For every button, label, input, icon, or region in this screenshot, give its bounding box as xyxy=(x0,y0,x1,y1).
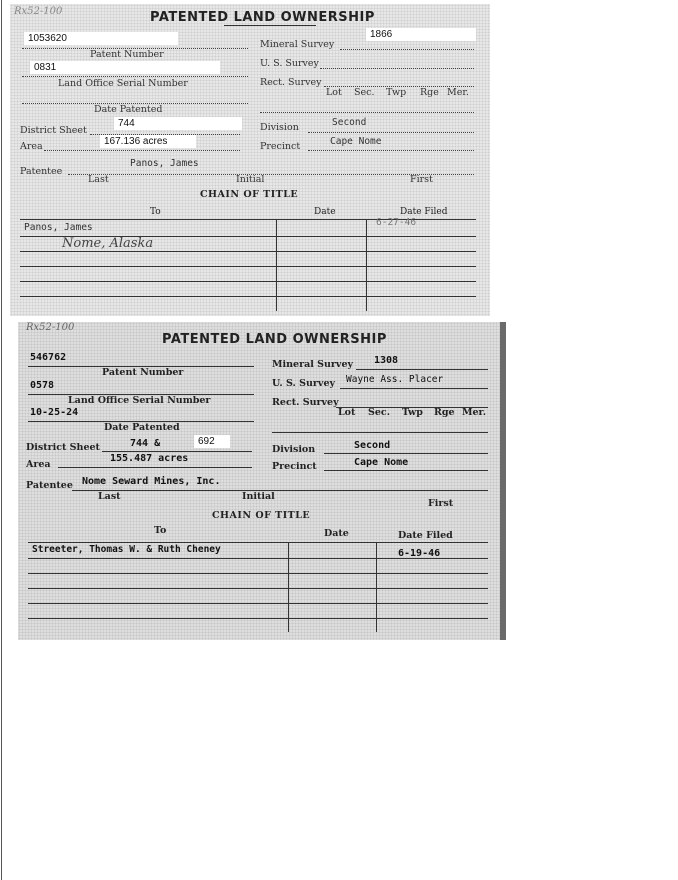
us-survey-label: U. S. Survey xyxy=(260,58,319,69)
table-rule xyxy=(28,603,488,604)
chain-row-1-date-filed: 6-19-46 xyxy=(398,548,441,559)
sec-label: Sec. xyxy=(368,407,390,418)
date-patented-label: Date Patented xyxy=(104,422,180,433)
precinct-label: Precinct xyxy=(260,141,301,152)
patentee-value: Panos, James xyxy=(130,158,199,169)
twp-label: Twp xyxy=(402,407,423,418)
division-value: Second xyxy=(332,117,367,128)
record-card-2 xyxy=(18,322,506,640)
chain-row-1-date-filed: 6-27-46 xyxy=(376,217,417,228)
district-sheet-label: District Sheet xyxy=(26,442,100,453)
rect-survey-label: Rect. Survey xyxy=(272,397,339,408)
first-label: First xyxy=(428,498,454,509)
first-label: First xyxy=(410,174,433,185)
land-office-serial-label: Land Office Serial Number xyxy=(68,395,211,406)
chain-of-title-heading: CHAIN OF TITLE xyxy=(212,510,311,521)
chain-row-1-to: Streeter, Thomas W. & Ruth Cheney xyxy=(32,544,221,555)
table-rule xyxy=(28,618,488,619)
table-rule xyxy=(28,542,488,543)
card-title: PATENTED LAND OWNERSHIP xyxy=(150,10,375,25)
area-line xyxy=(44,150,240,151)
initial-label: Initial xyxy=(242,491,275,502)
table-rule xyxy=(28,573,488,574)
table-rule xyxy=(20,266,476,267)
division-line xyxy=(308,132,474,133)
district-sheet-value: 744 & xyxy=(130,438,161,449)
area-value: 155.487 acres xyxy=(110,453,189,464)
date-filed-header: Date Filed xyxy=(400,207,448,217)
card-title: PATENTED LAND OWNERSHIP xyxy=(162,332,387,347)
mineral-survey-label: Mineral Survey xyxy=(272,359,354,370)
date-header: Date xyxy=(314,207,336,217)
area-label: Area xyxy=(26,459,51,470)
district-sheet-box: 744 xyxy=(114,117,242,130)
land-office-serial-label: Land Office Serial Number xyxy=(58,78,188,89)
us-survey-line xyxy=(320,68,474,69)
date-filed-header: Date Filed xyxy=(398,530,453,541)
page-margin-line xyxy=(1,0,2,880)
precinct-line xyxy=(324,470,488,471)
patent-line xyxy=(22,76,248,77)
rge-label: Rge xyxy=(434,407,455,418)
mer-label: Mer. xyxy=(447,87,469,98)
date-patented-value: 10-25-24 xyxy=(30,407,79,418)
us-survey-value: Wayne Ass. Placer xyxy=(346,374,444,385)
table-rule xyxy=(20,251,476,252)
patentee-label: Patentee xyxy=(20,166,63,177)
last-label: Last xyxy=(88,174,109,185)
patent-number-label: Patent Number xyxy=(102,367,184,378)
precinct-value: Cape Nome xyxy=(354,457,409,468)
patentee-line xyxy=(72,490,488,491)
division-value: Second xyxy=(354,440,391,451)
precinct-value: Cape Nome xyxy=(330,136,382,147)
district-sheet-box: 692 xyxy=(194,435,230,448)
patent-number-label: Patent Number xyxy=(90,49,164,60)
chain-row-2-to: Nome, Alaska xyxy=(62,236,154,251)
patentee-value: Nome Seward Mines, Inc. xyxy=(82,476,221,487)
table-col-divider xyxy=(366,219,367,311)
division-line xyxy=(324,453,488,454)
precinct-label: Precinct xyxy=(272,461,317,472)
table-col-divider xyxy=(288,542,289,632)
date-patented-label: Date Patented xyxy=(94,104,163,115)
last-label: Last xyxy=(98,491,121,502)
mineral-line xyxy=(356,369,488,370)
lot-label: Lot xyxy=(338,407,356,418)
corner-stamp: Rx52-100 xyxy=(14,6,63,17)
table-col-divider xyxy=(376,542,377,632)
mineral-line xyxy=(340,49,474,50)
rect-survey-label: Rect. Survey xyxy=(260,77,322,88)
chain-of-title-heading: CHAIN OF TITLE xyxy=(200,189,299,200)
lot-label: Lot xyxy=(326,87,342,98)
corner-stamp: Rx52-100 xyxy=(26,322,75,333)
chain-row-1-to: Panos, James xyxy=(24,222,93,233)
serial-number-box: 1053620 xyxy=(24,32,178,45)
us-survey-line xyxy=(340,388,488,389)
table-rule xyxy=(20,296,476,297)
mineral-survey-value: 1308 xyxy=(374,355,399,366)
to-header: To xyxy=(150,207,161,217)
date-header: Date xyxy=(324,528,349,539)
mineral-survey-label: Mineral Survey xyxy=(260,39,335,50)
patentee-label: Patentee xyxy=(26,480,73,491)
title-underline xyxy=(224,25,316,26)
district-line xyxy=(102,451,252,452)
division-label: Division xyxy=(272,444,316,455)
mineral-survey-box: 1866 xyxy=(366,28,476,41)
rect-line-2 xyxy=(272,432,488,433)
precinct-line xyxy=(308,150,474,151)
table-rule xyxy=(20,281,476,282)
mer-label: Mer. xyxy=(462,407,487,418)
rect-line-2 xyxy=(260,112,474,113)
initial-label: Initial xyxy=(236,174,265,185)
rge-label: Rge xyxy=(420,87,439,98)
area-box: 167.136 acres xyxy=(100,135,196,148)
table-col-divider xyxy=(276,219,277,311)
record-card-1 xyxy=(10,4,490,316)
division-label: Division xyxy=(260,122,299,133)
district-sheet-label: District Sheet xyxy=(20,125,87,136)
us-survey-label: U. S. Survey xyxy=(272,378,336,389)
patent-number-box: 0831 xyxy=(30,61,220,74)
sec-label: Sec. xyxy=(354,87,375,98)
table-rule xyxy=(28,588,488,589)
area-label: Area xyxy=(20,141,43,152)
serial-number-value: 546762 xyxy=(30,352,67,363)
area-line xyxy=(58,467,252,468)
patent-number-value: 0578 xyxy=(30,380,55,391)
twp-label: Twp xyxy=(386,87,407,98)
to-header: To xyxy=(154,525,167,536)
